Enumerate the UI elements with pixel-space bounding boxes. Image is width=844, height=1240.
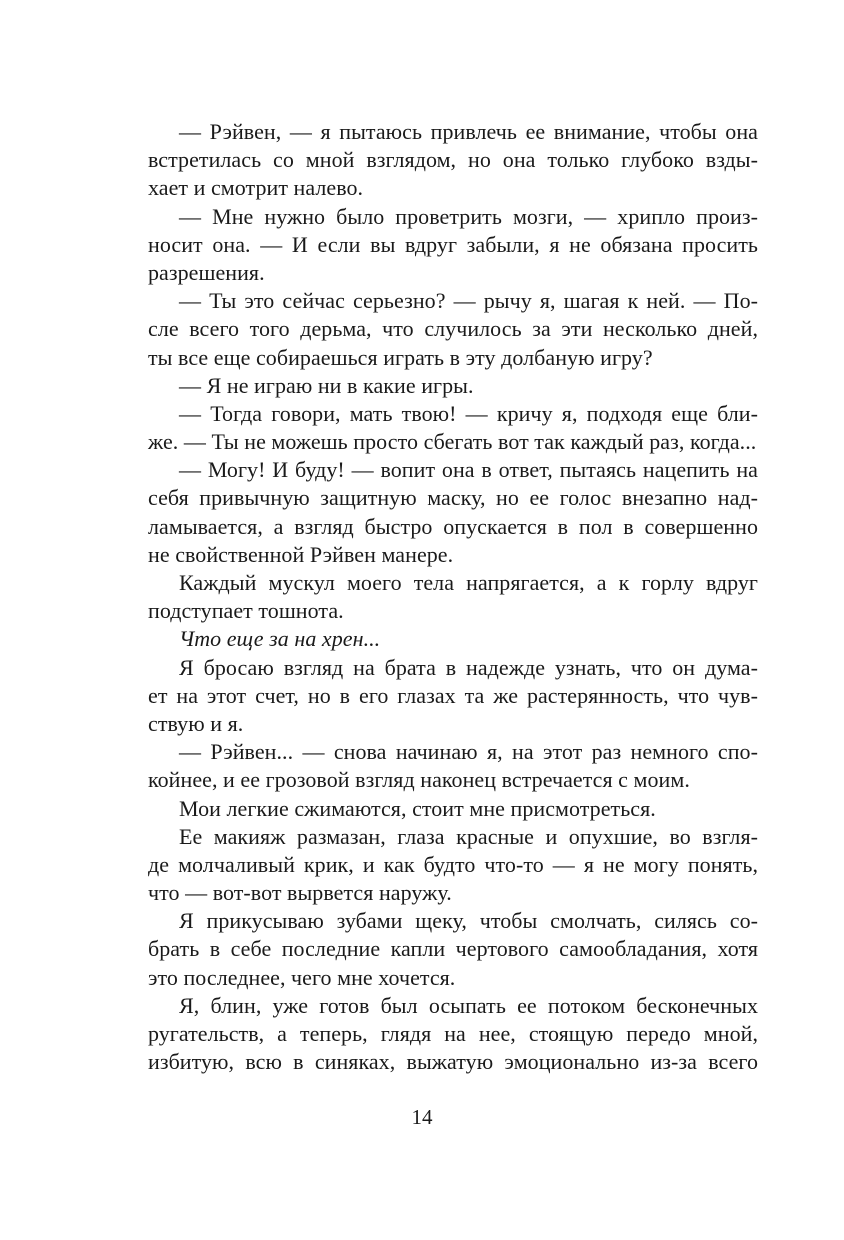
- text-line: ругательств, а теперь, глядя на нее, стоящую передо мной,: [148, 1021, 758, 1046]
- text-line: ламывается, а взгляд быстро опускается в пол в совершенно: [148, 513, 758, 539]
- text-line: ет на этот счет, но в его глазах та же растерянность, что чув-: [148, 682, 758, 708]
- page-number: 14: [411, 1105, 433, 1129]
- text-line: де молчаливый крик, и как будто что-то — я не могу понять,: [148, 851, 758, 877]
- text-line: подступает тошнота.: [148, 598, 344, 624]
- text-line: не свойственной Рэйвен манере.: [148, 541, 454, 567]
- text-line: койнее, и ее грозовой взгляд наконец встречается с моим.: [148, 767, 690, 793]
- text-line: Я прикусываю зубами щеку, чтобы смолчать, силясь со-: [179, 908, 758, 934]
- text-line: Что еще за на хрен...: [179, 626, 381, 652]
- body-text: [148, 118, 758, 1076]
- text-line: что — вот-вот вырвется наружу.: [148, 880, 452, 906]
- text-line: — Могу! И буду! — вопит она в ответ, пытаясь нацепить на: [179, 457, 758, 483]
- text-line: Мои легкие сжимаются, стоит мне присмотреться.: [179, 795, 656, 821]
- text-line: ты все еще собираешься играть в эту долбаную игру?: [148, 344, 653, 370]
- text-line: Ее макияж размазан, глаза красные и опухшие, во взгля-: [179, 823, 758, 849]
- text-line: хает и смотрит налево.: [148, 175, 364, 201]
- text-line: — Я не играю ни в какие игры.: [179, 372, 474, 398]
- text-line: сле всего того дерьма, что случилось за эти несколько дней,: [148, 316, 758, 342]
- text-line: ствую и я.: [148, 710, 244, 736]
- text-line: Я, блин, уже готов был осыпать ее потоком бесконечных: [179, 992, 758, 1018]
- text-line: — Мне нужно было проветрить мозги, — хрипло произ-: [179, 203, 758, 229]
- text-line: носит она. — И если вы вдруг забыли, я не обязана просить: [148, 231, 758, 257]
- text-line: брать в себе последние капли чертового самообладания, хотя: [148, 936, 758, 962]
- text-line: — Тогда говори, мать твою! — кричу я, подходя еще бли-: [179, 400, 758, 426]
- text-line: — Ты это сейчас серьезно? — рычу я, шагая к ней. — По-: [179, 288, 758, 314]
- text-line: Я бросаю взгляд на брата в надежде узнать, что он дума-: [179, 654, 758, 680]
- text-line: — Рэйвен, — я пытаюсь привлечь ее внимание, чтобы она: [179, 119, 758, 144]
- text-line: Каждый мускул моего тела напрягается, а к горлу вдруг: [179, 570, 758, 595]
- text-line: разрешения.: [148, 259, 265, 285]
- text-line: — Рэйвен... — снова начинаю я, на этот раз немного спо-: [179, 739, 758, 765]
- text-line: это последнее, чего мне хочется.: [148, 964, 456, 990]
- text-line: же. — Ты не можешь просто сбегать вот так каждый раз, когда...: [148, 429, 757, 455]
- text-line: себя привычную защитную маску, но ее голос внезапно над-: [148, 485, 758, 511]
- text-line: встретилась со мной взглядом, но она только глубоко взды-: [148, 147, 758, 173]
- text-line: избитую, всю в синяках, выжатую эмоционально из-за всего: [148, 1049, 758, 1075]
